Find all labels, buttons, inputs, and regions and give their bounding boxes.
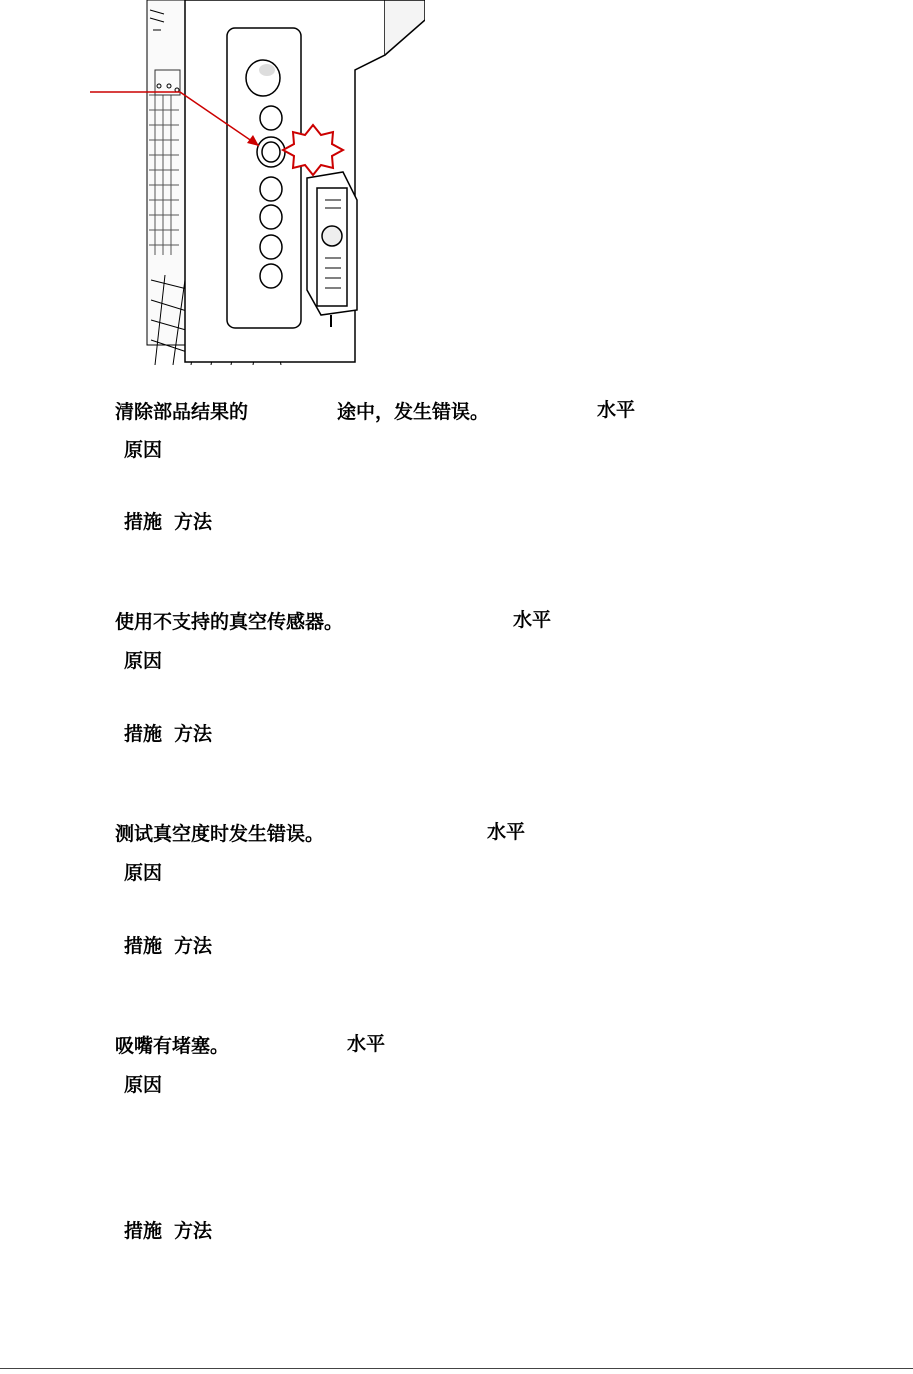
method-text: 方法 bbox=[174, 723, 213, 745]
method-text: 方法 bbox=[174, 935, 213, 957]
measure-text: 措施 bbox=[124, 1220, 163, 1242]
level-label: 水平 bbox=[347, 1033, 386, 1055]
pendant-controller bbox=[307, 172, 357, 327]
entry-title bbox=[115, 608, 552, 633]
method-text: 方法 bbox=[174, 1220, 213, 1242]
entry-title-text: 使用不支持的真空传感器。 bbox=[115, 610, 344, 633]
measure-text: 措施 bbox=[124, 511, 163, 533]
entry-title-text: 测试真空度时发生错误。 bbox=[115, 822, 325, 845]
entry-title-text-mid: 途中，发生错误。 bbox=[337, 400, 490, 423]
cause-label: 原因 bbox=[124, 439, 163, 461]
level-label: 水平 bbox=[487, 821, 526, 843]
measure-label bbox=[124, 934, 212, 958]
machine-panel-figure bbox=[85, 0, 425, 365]
measure-label bbox=[124, 722, 212, 746]
method-text: 方法 bbox=[174, 511, 213, 533]
cause-label: 原因 bbox=[124, 862, 163, 884]
entry-title bbox=[115, 1032, 386, 1057]
measure-label bbox=[124, 1219, 212, 1243]
entry-title-text: 吸嘴有堵塞。 bbox=[115, 1034, 230, 1057]
page-bottom-rule bbox=[0, 1368, 913, 1369]
measure-label bbox=[124, 510, 212, 534]
entry-title bbox=[115, 398, 636, 423]
measure-text: 措施 bbox=[124, 935, 163, 957]
cause-label: 原因 bbox=[124, 1074, 163, 1096]
level-label: 水平 bbox=[597, 399, 636, 421]
panel-body bbox=[185, 0, 425, 362]
measure-text: 措施 bbox=[124, 723, 163, 745]
cause-label: 原因 bbox=[124, 650, 163, 672]
entry-title-text: 清除部品结果的 bbox=[115, 400, 249, 423]
entry-title bbox=[115, 820, 526, 845]
level-label: 水平 bbox=[513, 609, 552, 631]
